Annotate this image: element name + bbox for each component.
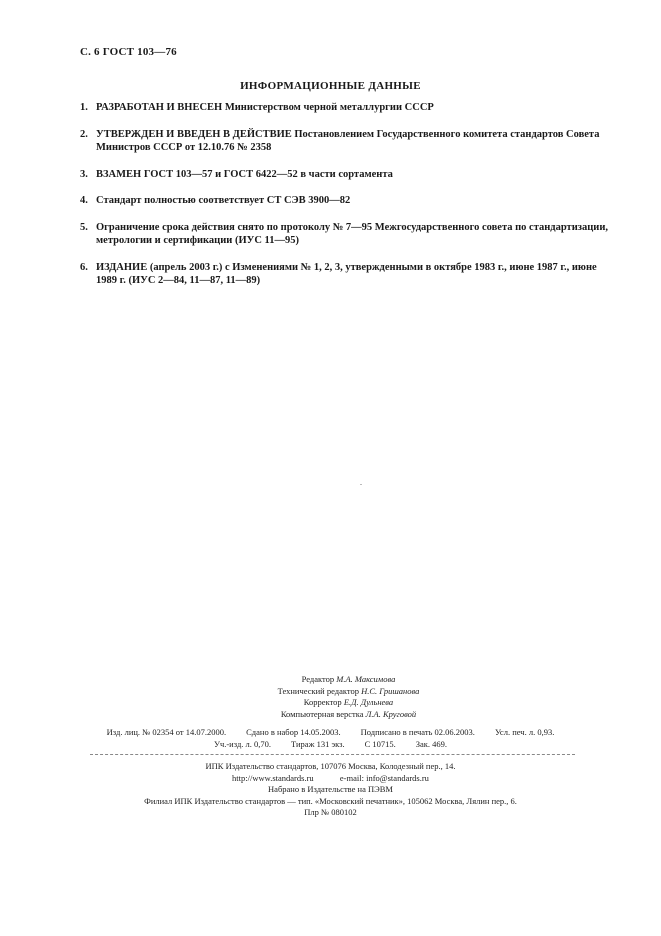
info-list: [80, 101, 620, 301]
publication-row-2: [0, 739, 661, 751]
info-item-number: 6.: [80, 261, 88, 273]
credit-editor: [36, 674, 661, 686]
info-item-text: РАЗРАБОТАН И ВНЕСЕН Министерством черной металлургии СССР: [96, 102, 434, 113]
print-run: Тираж 131 экз.: [291, 738, 345, 749]
colophon: [0, 674, 661, 819]
page-header: С. 6 ГОСТ 103—76: [80, 46, 177, 58]
publication-row-1: [0, 727, 661, 739]
credit-name: М.А. Максимова: [336, 674, 396, 684]
sent-to-set: Сдано в набор 14.05.2003.: [246, 727, 341, 737]
c-number: С 10715.: [364, 738, 396, 749]
info-item-number: 5.: [80, 221, 88, 233]
publisher-address: ИПК Издательство стандартов, 107076 Москва, Колодезный пер., 14.: [205, 761, 456, 771]
scan-speck: [360, 484, 362, 485]
info-item-6: [80, 261, 620, 288]
info-item-number: 2.: [80, 128, 88, 140]
info-item-number: 1.: [80, 102, 88, 113]
info-item-text: ВЗАМЕН ГОСТ 103—57 и ГОСТ 6422—52 в части сортамента: [96, 168, 393, 180]
credit-label: Корректор: [303, 697, 342, 707]
info-item-5: [80, 221, 620, 248]
credit-name: Н.С. Гришанова: [361, 685, 420, 696]
info-item-number: 3.: [80, 168, 88, 180]
credit-label: Редактор: [301, 674, 335, 684]
info-item-3: [80, 168, 620, 182]
info-item-text: Ограничение срока действия снято по протоколу № 7—95 Межгосударственного совета по стандартизации, метрологии и сертификации (ИУС 11—95): [96, 221, 609, 246]
credit-label: Технический редактор: [277, 685, 359, 696]
plr-number: Плр № 080102: [304, 807, 357, 817]
info-item-2: [80, 128, 620, 155]
info-item-1: [80, 101, 620, 115]
print-sheets: Усл. печ. л. 0,93.: [494, 727, 555, 737]
credit-tech-editor: [36, 686, 661, 698]
info-item-text: Стандарт полностью соответствует СТ СЭВ 3900—82: [96, 195, 351, 206]
imprint: [0, 761, 661, 819]
info-item-4: [80, 194, 620, 208]
order-number: Зак. 469.: [415, 738, 448, 749]
credit-name: Л.А. Круговой: [365, 708, 417, 719]
credit-name: Е.Д. Дульнева: [343, 697, 394, 707]
divider: [90, 754, 575, 755]
typeset-note: Набрано в Издательстве на ПЭВМ: [268, 784, 393, 794]
email-link[interactable]: e-mail: info@standards.ru: [339, 772, 429, 783]
section-title: ИНФОРМАЦИОННЫЕ ДАННЫЕ: [240, 80, 421, 92]
website-link[interactable]: http://www.standards.ru: [232, 772, 314, 783]
signed-to-print: Подписано в печать 02.06.2003.: [360, 727, 475, 737]
info-item-text: ИЗДАНИЕ (апрель 2003 г.) с Изменениями № 1, 2, 3, утвержденными в октябре 1983 г., июне 1987 г., июне 1989 г. (ИУС 2—84, 11—87, 11—89): [96, 261, 597, 286]
credit-label: Компьютерная верстка: [280, 708, 364, 719]
info-item-number: 4.: [80, 195, 88, 206]
info-item-text: УТВЕРЖДЕН И ВВЕДЕН В ДЕЙСТВИЕ Постановлением Государственного комитета стандартов Совета Министров СССР от 12.10.76 № 2358: [96, 128, 600, 153]
publisher-contacts: [0, 773, 661, 785]
printing-house: Филиал ИПК Издательство стандартов — тип. «Московский печатник», 105062 Москва, Лялин пер., 6.: [144, 795, 517, 806]
credits: [0, 674, 661, 720]
pub-sheets: Уч.-изд. л. 0,70.: [213, 738, 272, 749]
credit-corrector: [36, 697, 661, 709]
credit-layout: [36, 709, 661, 721]
license-info: Изд. лиц. № 02354 от 14.07.2000.: [106, 727, 227, 737]
